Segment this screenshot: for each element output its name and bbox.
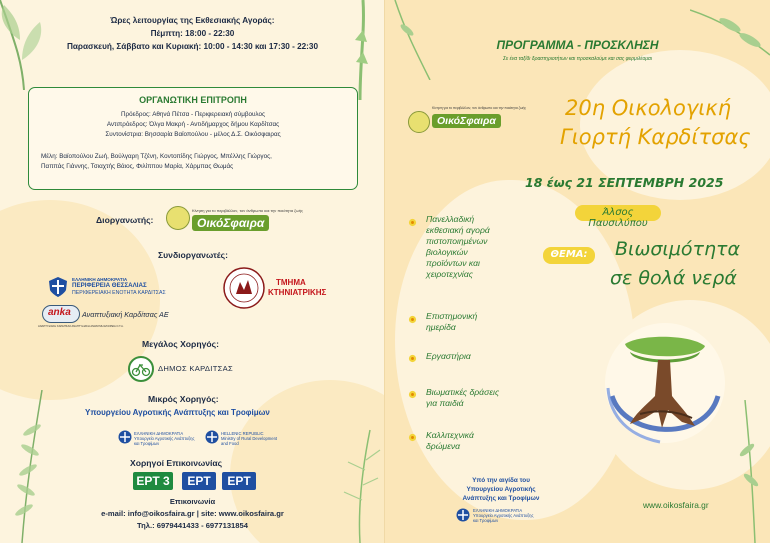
bullet-4-line-1: Βιωματικές δράσεις <box>426 387 500 397</box>
aegis-line-3: Ανάπτυξης και Τροφίμων <box>462 495 540 502</box>
bullet-2-line-1: Επιστημονική <box>426 311 478 321</box>
committee-title: ΟΡΓΑΝΩΤΙΚΗ ΕΠΙΤΡΟΠΗ <box>139 95 247 105</box>
bullet-1-line-3: πιστοποιημένων <box>426 236 488 246</box>
anka-logo <box>42 305 80 323</box>
ministry-en-line-1: HELLENIC REPUBLIC <box>221 431 264 436</box>
event-title-line-1: 20η Οικολογική <box>565 96 732 120</box>
committee-members-2: Παππάς Γιάννης, Τσιαχτής Βάιος, Φιλίππου Μαρία, Χάρμπας Θωμάς <box>41 163 234 170</box>
venue-banner <box>575 205 661 229</box>
aegis-line-1: Υπό την αιγίδα του <box>472 477 530 484</box>
theme-badge <box>543 247 595 264</box>
anka-name: Αναπτυξιακή Καρδίτσας ΑΕ <box>82 310 169 319</box>
dimos-karditsa-icon <box>128 356 154 382</box>
organizer-logo-text: ΟικόΣφαιρα <box>192 215 269 231</box>
bullet-3-line-1: Εργαστήρια <box>426 351 471 361</box>
website-link[interactable]: www.oikosfaira.gr <box>643 500 709 510</box>
theme-line-1: Βιωσιμότητα <box>615 238 741 260</box>
republic-line-2: Υπουργείο Αγροτικής Ανάπτυξης <box>473 513 534 518</box>
ert-logo: ΕΡΤ <box>182 472 216 490</box>
tree-water-illustration <box>600 318 730 448</box>
bullet-1-line-5: προϊόντων και <box>426 258 480 268</box>
bullet-5-line-1: Καλλιτεχνικά <box>426 430 474 440</box>
bullet-1-line-4: βιολογικών <box>426 247 468 257</box>
bullet-5-line-2: δρώμενα <box>426 441 461 451</box>
vet-line-2: ΚΤΗΝΙΑΤΡΙΚΗΣ <box>268 288 327 297</box>
region-line-3: ΠΕΡΙΦΕΡΕΙΑΚΗ ΕΝΟΤΗΤΑ ΚΑΡΔΙΤΣΑΣ <box>72 290 166 296</box>
aegis-line-2: Υπουργείου Αγροτικής <box>466 486 536 493</box>
bullet-flower-icon <box>408 390 417 399</box>
contact-phone: Τηλ.: 6979441433 - 6977131854 <box>137 521 248 530</box>
oiko-tagline-right: Κίνηση για το περιβάλλον, τον άνθρωπο και την ποιότητα ζωής <box>432 106 527 110</box>
committee-president: Πρόεδρος: Αθηνά Πέτσα - Περιφερειακή σύμβουλος <box>120 111 265 118</box>
bullet-item-1 <box>426 214 490 280</box>
ministry-en-line-3: and Food <box>221 441 239 446</box>
bullet-item-2 <box>426 311 477 333</box>
organizing-committee-box <box>28 87 358 190</box>
bullet-flower-icon <box>408 354 417 363</box>
program-heading: ΠΡΟΓΡΑΜΜΑ - ΠΡΟΣΚΛΗΣΗ <box>496 38 659 52</box>
minor-sponsor-label: Μικρός Χορηγός: <box>148 394 219 404</box>
right-herb-icon <box>725 400 770 543</box>
anka-logo-text: anka <box>48 307 71 318</box>
major-sponsor-label: Μεγάλος Χορηγός: <box>142 339 219 349</box>
ert3-logo: ΕΡΤ 3 <box>133 472 173 490</box>
theme-line-2: σε θολά νερά <box>610 267 737 289</box>
bullet-1-line-1: Πανελλαδική <box>426 214 475 224</box>
bullet-item-4 <box>426 387 499 409</box>
bullet-1-line-6: χειροτεχνίας <box>426 269 473 279</box>
greek-crest-icon <box>118 430 132 444</box>
hours-title: Ώρες λειτουργίας της Εκθεσιακής Αγοράς: <box>110 16 275 25</box>
media-sponsors-label: Χορηγοί Επικοινωνίας <box>130 458 223 468</box>
anka-subtitle: ΑΝΑΠΤΥΞΙΑΚΗ ΚΑΡΔΙΤΣΑΣ ΑΝΑΠΤΥΞΙΑΚΗ ΑΝΩΝΥΜΗ ΕΤΑΙΡΕΙΑ Ο.Τ.Α. <box>38 325 124 328</box>
bullet-item-5 <box>426 430 474 452</box>
event-dates: 18 έως 21 ΣΕΠΤΕΜΒΡΗ 2025 <box>525 175 724 190</box>
opening-hours <box>0 14 385 53</box>
republic-line-3: και Τροφίμων <box>473 518 499 523</box>
ministry-gr-line-1: ΕΛΛΗΝΙΚΗ ΔΗΜΟΚΡΑΤΙΑ <box>134 431 184 436</box>
bullet-1-line-2: εκθεσιακή αγορά <box>426 225 490 235</box>
hours-thursday: Πέμπτη: 18:00 - 22:30 <box>150 29 235 38</box>
committee-vice: Αντιπρόεδρος: Όλγα Μακρή - Αντιδήμαρχος δήμου Καρδίτσας <box>106 121 280 128</box>
bullet-flower-icon <box>408 218 417 227</box>
event-title-line-2: Γιορτή Καρδίτσας <box>560 125 751 149</box>
contact-email: e-mail: info@oikosfaira.gr | site: www.oikosfaira.gr <box>101 509 284 518</box>
organizer-tagline: Κίνηση για το περιβάλλον, τον άνθρωπο και την ποιότητα ζωής <box>192 208 303 213</box>
republic-line-1: ΕΛΛΗΝΙΚΗ ΔΗΜΟΚΡΑΤΙΑ <box>473 508 523 513</box>
bullet-item-3 <box>426 351 471 362</box>
contact-label: Επικοινωνία <box>169 497 216 506</box>
right-panel <box>385 0 770 543</box>
organizer-label: Διοργανωτής: <box>96 215 154 225</box>
committee-coordinator: Συντονίστρια: Βησσαρία Βαϊοπούλου - μέλος Δ.Σ. Οικόσφαιρας <box>105 131 281 138</box>
bullet-flower-icon <box>408 433 417 442</box>
vet-line-1: ΤΜΗΜΑ <box>276 278 306 287</box>
region-line-1: ΕΛΛΗΝΙΚΗ ΔΗΜΟΚΡΑΤΙΑ <box>72 277 128 282</box>
oikosfaira-globe-icon <box>166 206 190 230</box>
oiko-logo-text-right: ΟικόΣφαιρα <box>432 114 501 128</box>
hellenic-crest-icon <box>205 430 219 444</box>
greek-crest-icon-right <box>456 508 470 522</box>
oikosfaira-globe-icon-right <box>408 111 430 133</box>
university-seal-icon <box>222 266 266 310</box>
region-line-2: ΠΕΡΙΦΕΡΕΙΑ ΘΕΣΣΑΛΙΑΣ <box>72 282 147 289</box>
ert-news-logo: ΕΡΤ <box>222 472 256 490</box>
committee-members-1: Μέλη: Βαϊοπούλου Ζωή, Βούλγαρη Τζένη, Κοντοπίδης Γιώργος, Μπέλλης Γιώργος, <box>41 153 272 160</box>
ministry-gr-line-2: Υπουργείο Αγροτικής Ανάπτυξης <box>134 436 195 441</box>
ministry-gr-line-3: και Τροφίμων <box>134 441 160 446</box>
program-subheading: Σε ένα ταξίδι δραστηριοτήτων και προσκαλούμε και σας φερμιλέομαι <box>503 56 652 62</box>
co-organizers-label: Συνδιοργανωτές: <box>158 250 229 260</box>
hours-weekend: Παρασκευή, Σάββατο και Κυριακή: 10:00 - 14:30 και 17:30 - 22:30 <box>66 42 319 51</box>
bullet-flower-icon <box>408 315 417 324</box>
ministry-name: Υπουργείου Αγροτικής Ανάπτυξης και Τροφίμων <box>85 408 270 417</box>
bullet-2-line-2: ημερίδα <box>426 322 456 332</box>
bullet-4-line-2: για παιδιά <box>426 398 464 408</box>
ministry-en-line-2: Ministry of Rural Development <box>221 436 278 441</box>
greek-emblem-icon <box>48 276 68 298</box>
theme-label: ΘΕΜΑ: <box>550 249 588 260</box>
venue-text: Άλσος Παυσιλύπου <box>588 207 648 229</box>
dimos-name: ΔΗΜΟΣ ΚΑΡΔΙΤΣΑΣ <box>158 364 233 373</box>
